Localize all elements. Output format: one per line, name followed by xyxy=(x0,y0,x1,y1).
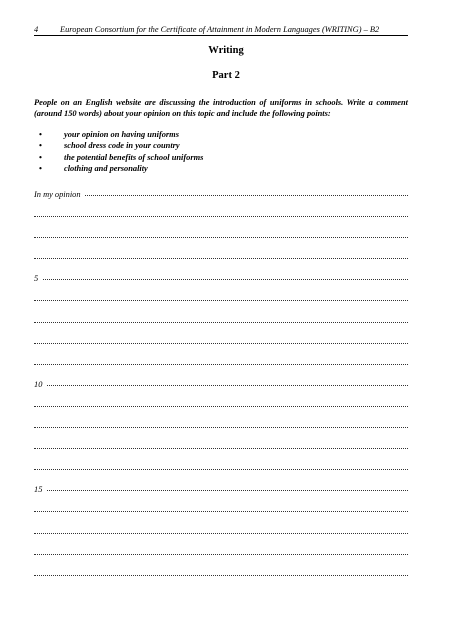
writing-line[interactable] xyxy=(34,502,408,523)
writing-line[interactable] xyxy=(34,270,408,291)
dotted-rule xyxy=(34,406,408,407)
dotted-rule xyxy=(34,279,408,280)
dotted-rule xyxy=(34,469,408,470)
dotted-rule xyxy=(34,343,408,344)
line-number: 10 xyxy=(34,380,46,389)
dotted-rule xyxy=(34,385,408,386)
page-header xyxy=(34,25,408,36)
dotted-rule xyxy=(34,554,408,555)
dotted-rule xyxy=(34,427,408,428)
page-number: 4 xyxy=(34,25,39,34)
dotted-rule xyxy=(34,195,408,196)
section-title: Writing xyxy=(208,45,244,56)
task-point: • the potential benefits of school uniforms xyxy=(34,152,408,163)
writing-area[interactable] xyxy=(34,186,408,587)
dotted-rule xyxy=(34,575,408,576)
writing-line[interactable] xyxy=(34,460,408,481)
writing-line[interactable] xyxy=(34,439,408,460)
line-number: 15 xyxy=(34,485,46,494)
writing-line[interactable] xyxy=(34,334,408,355)
writing-line[interactable] xyxy=(34,186,408,207)
task-points-list xyxy=(34,129,408,175)
dotted-rule xyxy=(34,300,408,301)
writing-line[interactable] xyxy=(34,524,408,545)
writing-line[interactable] xyxy=(34,249,408,270)
writing-line[interactable] xyxy=(34,397,408,418)
line-number: 5 xyxy=(34,274,42,283)
writing-line[interactable] xyxy=(34,207,408,228)
task-point: • clothing and personality xyxy=(34,163,408,174)
dotted-rule xyxy=(34,322,408,323)
task-point: • your opinion on having uniforms xyxy=(34,129,408,140)
writing-line[interactable] xyxy=(34,545,408,566)
dotted-rule xyxy=(34,533,408,534)
dotted-rule xyxy=(34,490,408,491)
line-label: In my opinion xyxy=(34,190,85,199)
dotted-rule xyxy=(34,511,408,512)
writing-line[interactable] xyxy=(34,481,408,502)
dotted-rule xyxy=(34,448,408,449)
dotted-rule xyxy=(34,216,408,217)
writing-line[interactable] xyxy=(34,291,408,312)
writing-line[interactable] xyxy=(34,418,408,439)
writing-line[interactable] xyxy=(34,355,408,376)
task-instructions: People on an English website are discussing the introduction of uniforms in schools. Write a comment (around 150 words) about your opinion on this topic and include the following points: xyxy=(34,98,408,118)
dotted-rule xyxy=(34,258,408,259)
dotted-rule xyxy=(34,364,408,365)
writing-line[interactable] xyxy=(34,566,408,587)
writing-line[interactable] xyxy=(34,376,408,397)
writing-line[interactable] xyxy=(34,313,408,334)
dotted-rule xyxy=(34,237,408,238)
task-point: • school dress code in your country xyxy=(34,140,408,151)
part-title: Part 2 xyxy=(212,70,240,81)
writing-line[interactable] xyxy=(34,228,408,249)
header-title: European Consortium for the Certificate of Attainment in Modern Languages (WRITING) – B2 xyxy=(60,25,380,34)
